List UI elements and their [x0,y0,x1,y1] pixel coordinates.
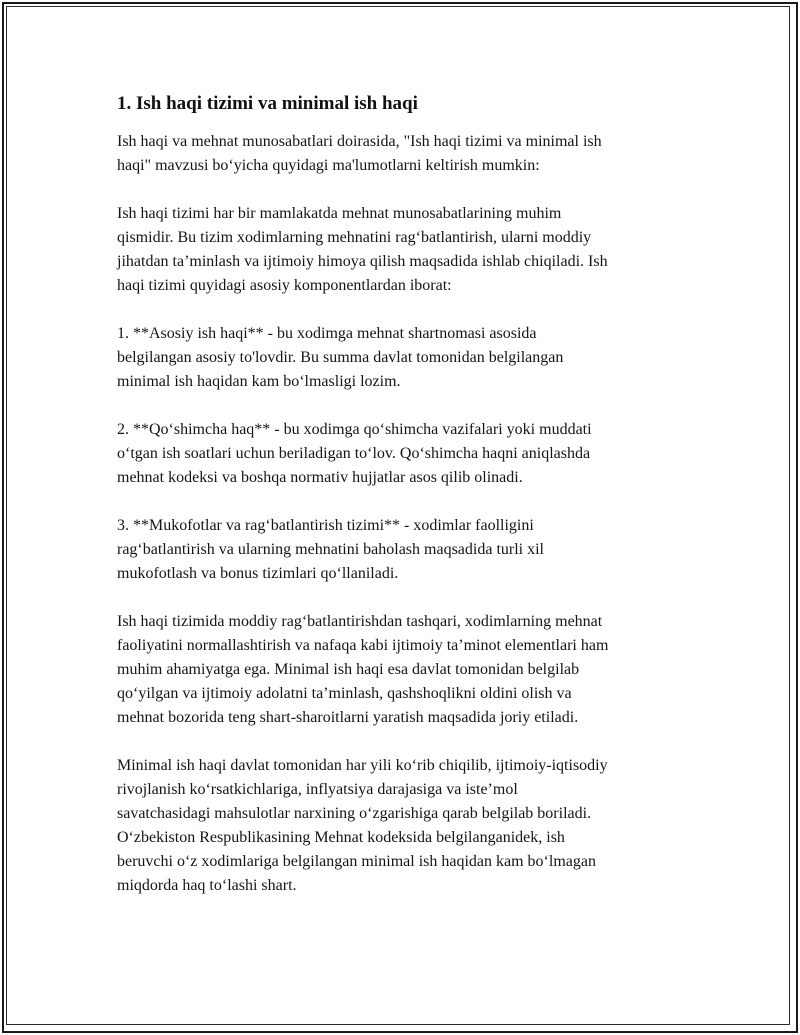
paragraph-additional-pay: 2. **Qo‘shimcha haq** - bu xodimga qo‘shimcha vazifalari yoki muddati o‘tgan ish soatlari uchun beriladigan to‘lov. Qo‘shimcha haqni aniqlashda mehnat kodeksi va boshqa normativ hujjatlar asos qilib olinadi. [117,421,592,486]
section-heading: 1. Ish haqi tizimi va minimal ish haqi [117,93,418,114]
paragraph-base-salary: 1. **Asosiy ish haqi** - bu xodimga mehnat shartnomasi asosida belgilangan asosiy to'lovdir. Bu summa davlat tomonidan belgilangan minimal ish haqidan kam bo‘lmasligi lozim. [117,325,564,390]
paragraph-minimum-wage: Minimal ish haqi davlat tomonidan har yili ko‘rib chiqilib, ijtimoiy-iqtisodiy rivojlanish ko‘rsatkichlariga, inflyatsiya darajasiga va iste’mol savatchasidagi mahsulotlar narxining o‘zgarishiga qarab belgilab boriladi. O‘zbekiston Respublikasining Mehnat kodeksida belgilanganidek, ish beruvchi o‘z xodimlariga belgilangan minimal ish haqidan kam bo‘lmagan miqdorda haq to‘lashi shart. [117,757,608,894]
paragraph-intro: Ish haqi va mehnat munosabatlari doirasida, "Ish haqi tizimi va minimal ish haqi" mavzusi bo‘yicha quyidagi ma'lumotlarni keltirish mumkin: [117,133,602,174]
document-body [117,92,697,922]
paragraph-social-elements: Ish haqi tizimida moddiy rag‘batlantirishdan tashqari, xodimlarning mehnat faoliyatini normallashtirish va nafaqa kabi ijtimoiy ta’minot elementlari ham muhim ahamiyatga ega. Minimal ish haqi esa davlat tomonidan belgilab qo‘yilgan va ijtimoiy adolatni ta’minlash, qashshoqlikni oldini olish va mehnat bozorida teng shart-sharoitlarni yaratish maqsadida joriy etiladi. [117,613,609,726]
paragraph-system-overview: Ish haqi tizimi har bir mamlakatda mehnat munosabatlarining muhim qismidir. Bu tizim xodimlarning mehnatini rag‘batlantirish, ularni moddiy jihatdan ta’minlash va ijtimoiy himoya qilish maqsadida ishlab chiqiladi. Ish haqi tizimi quyidagi asosiy komponentlardan iborat: [117,205,608,294]
paragraph-bonuses: 3. **Mukofotlar va rag‘batlantirish tizimi** - xodimlar faolligini rag‘batlantirish va ularning mehnatini baholash maqsadida turli xil mukofotlash va bonus tizimlari qo‘llaniladi. [117,517,544,582]
